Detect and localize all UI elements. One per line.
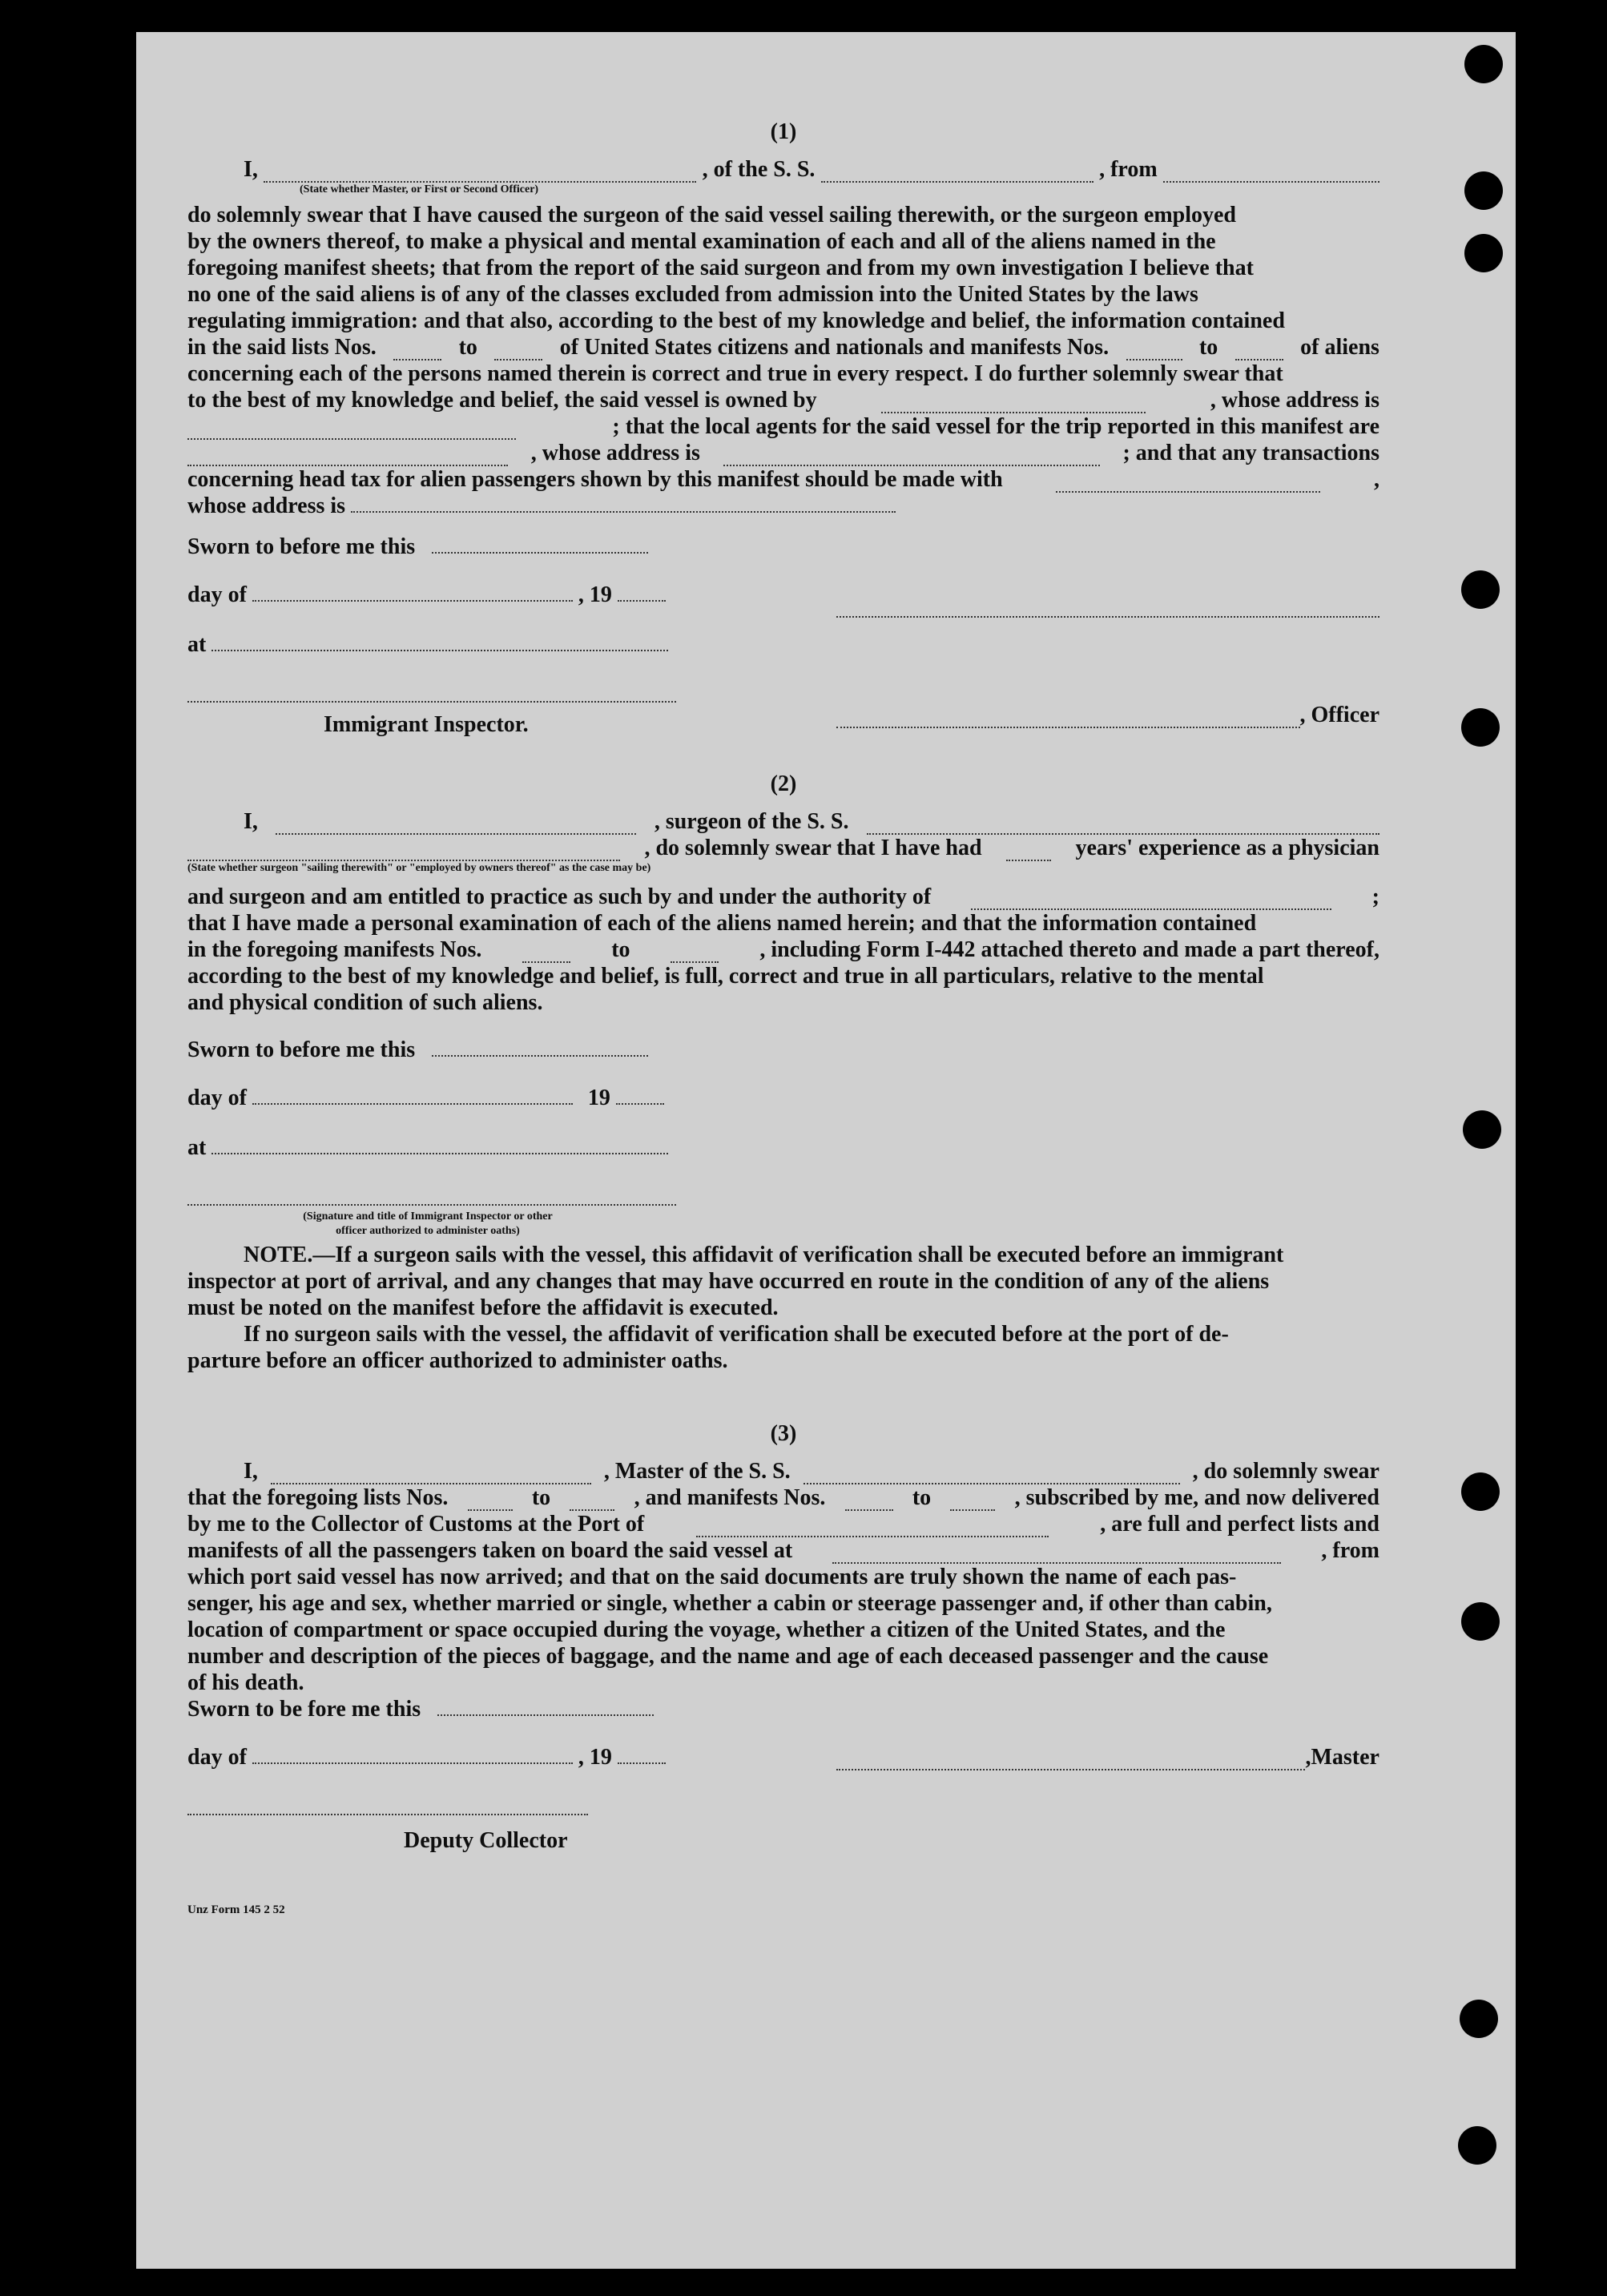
- s3-embark-port-field[interactable]: [832, 1546, 1281, 1564]
- s2-sailing-status-field[interactable]: [187, 844, 620, 861]
- s2-administering-officer-signature-line[interactable]: [187, 1186, 676, 1206]
- s2-year-field[interactable]: [616, 1087, 664, 1105]
- punch-hole-7: [1461, 1472, 1500, 1511]
- s1-intro-line: I, , of the S. S. , from: [187, 156, 1379, 183]
- s1-owner-field[interactable]: [881, 396, 1146, 413]
- s2-sworn-date-field[interactable]: [432, 1039, 648, 1057]
- s1-manifests-to-field[interactable]: [1235, 343, 1283, 361]
- s2-authority-field[interactable]: [971, 892, 1331, 910]
- s1-head-tax-contact-field[interactable]: [1056, 475, 1320, 493]
- section-1-number: (1): [770, 119, 797, 144]
- section-3-master-oath: (3) I, , Master of the S. S. , do solemnly swear that the foregoing lists Nos. to , and manifests Nos. to , subscribed by me, and now delivered by me to the Collector of Customs at the Port of , are full and perfect lists and manifests of all the passengers taken on board the said vessel at , from which port said vessel has now arrived; and that on the said documents are truly shown the name of each pas- senger, his age and sex, whether married or single, whether a cabin or steerage passenger and, if other than cabin, location of compartment or space occupied during the voyage, whether a citizen of the United States, and the number and description of the pieces of baggage, and the name and age of each deceased passenger and the cause of his death. Sworn to be fore me this day of , 19 ,Master Deputy Collector: [187, 1420, 1379, 1856]
- s1-head-tax-address-field[interactable]: [351, 495, 896, 513]
- s1-agents-address-field[interactable]: [723, 449, 1100, 466]
- s3-master-name-field[interactable]: [271, 1467, 591, 1484]
- s2-manifests-from-field[interactable]: [522, 945, 570, 963]
- s3-sworn-date-field[interactable]: [437, 1698, 654, 1716]
- s1-sworn-date-field[interactable]: [432, 536, 648, 554]
- s1-officer-label: , Officer: [1299, 703, 1379, 727]
- s2-signature-block: Sworn to before me this day of 19 at (Signature and title of Immigrant Inspector or other officer authorized to administer oaths): [187, 1037, 1379, 1237]
- form-page: [136, 32, 1516, 2269]
- s3-year-field[interactable]: [618, 1746, 666, 1764]
- punch-hole-3: [1464, 234, 1503, 272]
- s1-vessel-name-field[interactable]: [821, 165, 1093, 183]
- s2-status-hint: (State whether surgeon "sailing therewith" or "employed by owners thereof" as the case may be): [187, 862, 651, 874]
- s3-manifests-to-field[interactable]: [950, 1493, 995, 1511]
- form-number: Unz Form 145 2 52: [187, 1903, 285, 1916]
- s1-officer-title-line[interactable]: [836, 709, 1300, 728]
- section-3-number: (3): [770, 1421, 797, 1446]
- s2-at-place-field[interactable]: [211, 1137, 668, 1154]
- s3-manifests-from-field[interactable]: [845, 1493, 893, 1511]
- punch-hole-1: [1464, 45, 1503, 83]
- s1-manifests-from-field[interactable]: [1126, 343, 1182, 361]
- punch-hole-9: [1460, 2000, 1498, 2038]
- s3-lists-from-field[interactable]: [468, 1493, 513, 1511]
- s2-vessel-name-field[interactable]: [867, 817, 1379, 835]
- punch-hole-10: [1458, 2126, 1496, 2165]
- s3-master-label: ,Master: [1305, 1745, 1379, 1770]
- s1-officer-signature-line[interactable]: [836, 598, 1379, 618]
- punch-hole-2: [1464, 171, 1503, 210]
- s3-deputy-signature-line[interactable]: [187, 1796, 588, 1815]
- s2-years-experience-field[interactable]: [1006, 844, 1051, 861]
- s3-port-field[interactable]: [696, 1520, 1049, 1537]
- punch-hole-5: [1461, 708, 1500, 747]
- s1-rank-hint: (State whether Master, or First or Second Officer): [300, 183, 539, 195]
- affidavit-document: [187, 119, 1379, 1917]
- s3-signature-block: Sworn to be fore me this day of , 19 ,Master Deputy Collector: [187, 1697, 1379, 1853]
- s1-signature-block: Sworn to before me this day of , 19 at Immigrant Inspector. , Officer: [187, 534, 1379, 737]
- s3-vessel-name-field[interactable]: [804, 1467, 1180, 1484]
- s1-from-port-field[interactable]: [1163, 165, 1379, 183]
- section-2-surgeon-affidavit: (2) I, , surgeon of the S. S. , do solemnly swear that I have had years' experience as a physician (State whether surgeon "sailing therewith" or "employed by owners thereof" as the case may be) and surgeon and am entitled to practice as such by and under the authority of ; that I have made a personal examination of each of the aliens named herein; and that the information contained in the foregoing manifests Nos. to , including Form I-442 attached thereto and made a part thereof, according to the best of my knowledge and belief, is full, correct and true in all particulars, relative to the mental and physical condition of such aliens. Sworn to before me this day of 19 at (Signature and title of Immigrant Inspector or other officer authorized to administer oaths) NOTE.—If a surgeon sails with the vessel, this affidavit of verification shall be executed before an immigrant inspector at port of arrival, and any changes that may have occurred en route in the condition of any of the aliens must be noted on the manifest before the affidavit is executed. If no surgeon sails with the vessel, the affidavit of verification shall be executed before at the port of de- parture before an officer authorized to administer oaths.: [187, 771, 1379, 1373]
- s1-inspector-signature-line[interactable]: [187, 683, 676, 703]
- s1-lists-to-field[interactable]: [494, 343, 542, 361]
- s2-surgeon-name-field[interactable]: [276, 817, 636, 835]
- s2-manifests-to-field[interactable]: [671, 945, 719, 963]
- s1-day-of-field[interactable]: [252, 584, 573, 602]
- s3-lists-to-field[interactable]: [570, 1493, 614, 1511]
- s1-agents-field[interactable]: [187, 449, 508, 466]
- s2-note: NOTE.—If a surgeon sails with the vessel, this affidavit of verification shall be executed before an immigrant inspector at port of arrival, and any changes that may have occurred en route in the condition of any of the aliens must be noted on the manifest before the affidavit is executed. If no surgeon sails with the vessel, the affidavit of verification shall be executed before at the port of de- parture before an officer authorized to administer oaths.: [187, 1243, 1284, 1373]
- s1-inspector-label: Immigrant Inspector.: [324, 712, 529, 737]
- s1-officer-rank-field[interactable]: [264, 165, 696, 183]
- section-2-number: (2): [770, 771, 797, 796]
- s3-deputy-label: Deputy Collector: [404, 1828, 568, 1853]
- s3-master-signature-line[interactable]: [836, 1751, 1305, 1770]
- s2-day-of-field[interactable]: [252, 1087, 573, 1105]
- s3-day-of-field[interactable]: [252, 1746, 573, 1764]
- s1-at-place-field[interactable]: [211, 634, 668, 651]
- s1-year-field[interactable]: [618, 584, 666, 602]
- punch-hole-6: [1463, 1110, 1501, 1149]
- section-1-master-affidavit: (1) I, , of the S. S. , from (State whether Master, or First or Second Officer) do solemnly swear that I have caused the surgeon of the said vessel sailing therewith, or the surgeon employed by the owners thereof, to make a physical and mental examination of each and all of the aliens named in the foregoing manifest sheets; that from the report of the said surgeon and from my own investigation I believe that no one of the said aliens is of any of the classes excluded from admission into the United States by the laws regulating immigration: and that also, according to the best of my knowledge and belief, the information contained in the said lists Nos. to of United States citizens and nationals and manifests Nos. to of aliens concerning each of the persons named therein is correct and true in every respect. I do further solemnly swear that to the best of my knowledge and belief, the said vessel is owned by , whose address is ; that the local agents for the said vessel for the trip reported in this manifest are , whose address is ; and that any transactions concerning head tax for alien passengers shown by this manifest should be made with , whose address is Sworn to before me this day of , 19 at Immigrant Inspector. , Officer: [187, 119, 1379, 750]
- punch-hole-8: [1461, 1602, 1500, 1641]
- s1-owner-address-field[interactable]: [187, 422, 516, 440]
- s1-lists-from-field[interactable]: [393, 343, 441, 361]
- punch-hole-4: [1461, 570, 1500, 609]
